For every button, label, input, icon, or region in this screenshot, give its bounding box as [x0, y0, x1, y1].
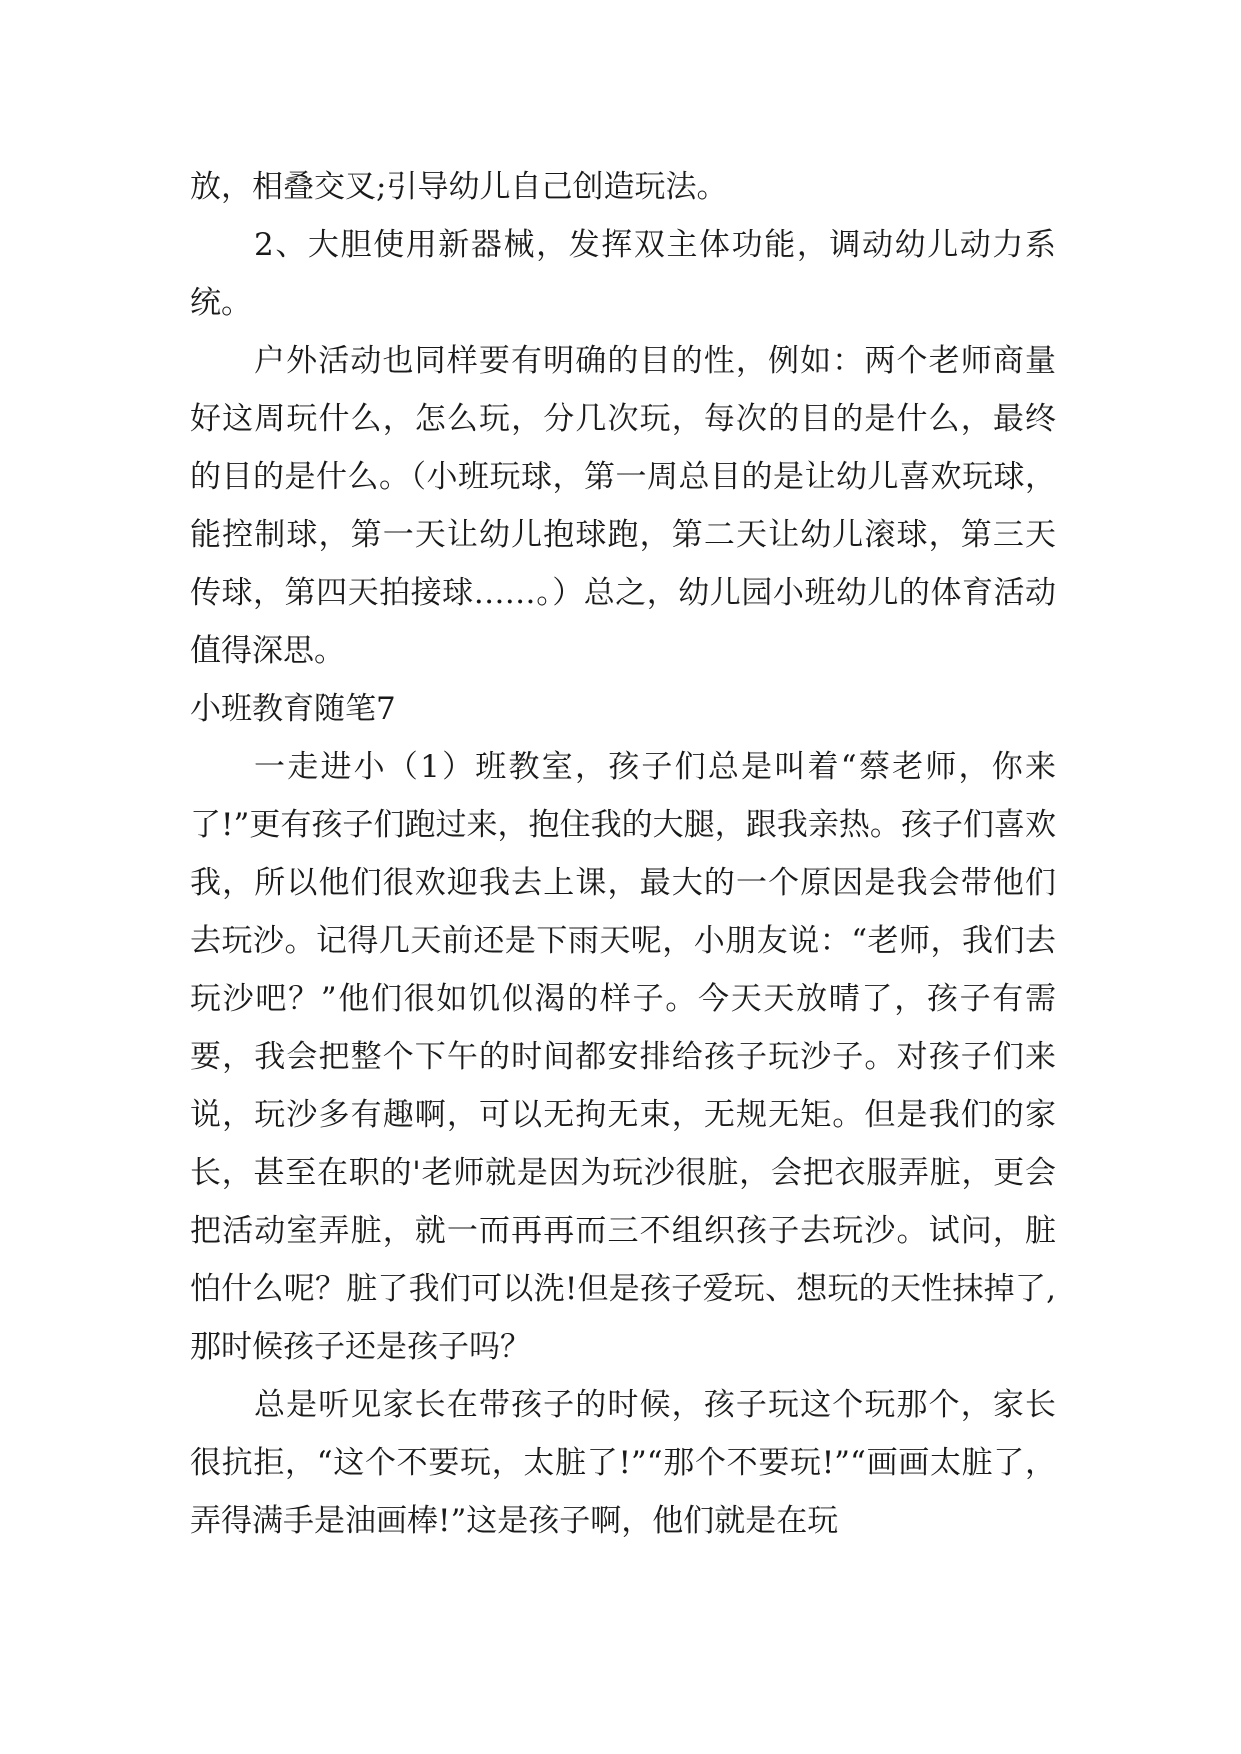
document-body: [190, 158, 1056, 1550]
paragraph-sand-play: 一走进小（1）班教室，孩子们总是叫着“蔡老师，你来了!”更有孩子们跑过来，抱住我的大腿，跟我亲热。孩子们喜欢我，所以他们很欢迎我去上课，最大的一个原因是我会带他们去玩沙。记得几天前还是下雨天呢，小朋友说：“老师，我们去玩沙吧？”他们很如饥似渴的样子。今天天放晴了，孩子有需要，我会把整个下午的时间都安排给孩子玩沙子。对孩子们来说，玩沙多有趣啊，可以无拘无束，无规无矩。但是我们的家长，甚至在职的'老师就是因为玩沙很脏，会把衣服弄脏，更会把活动室弄脏，就一而再再而三不组织孩子去玩沙。试问，脏怕什么呢？脏了我们可以洗!但是孩子爱玩、想玩的天性抹掉了,那时候孩子还是孩子吗？: [190, 749, 1056, 1365]
section-heading: 小班教育随笔7: [190, 691, 396, 727]
paragraph-parents: 总是听见家长在带孩子的时候，孩子玩这个玩那个，家长很抗拒，“这个不要玩，太脏了!”“那个不要玩!”“画画太脏了，弄得满手是油画棒!”这是孩子啊，他们就是在玩: [190, 1387, 1056, 1539]
paragraph-outdoor-activity: 户外活动也同样要有明确的目的性，例如：两个老师商量好这周玩什么，怎么玩，分几次玩，每次的目的是什么，最终的目的是什么。（小班玩球，第一周总目的是让幼儿喜欢玩球，能控制球，第一天让幼儿抱球跑，第二天让幼儿滚球，第三天传球，第四天拍接球……。）总之，幼儿园小班幼儿的体育活动值得深思。: [190, 343, 1056, 669]
paragraph-continuation: 放，相叠交叉;引导幼儿自己创造玩法。: [190, 169, 728, 205]
paragraph-point-2: 2、大胆使用新器械，发挥双主体功能，调动幼儿动力系统。: [190, 227, 1056, 321]
